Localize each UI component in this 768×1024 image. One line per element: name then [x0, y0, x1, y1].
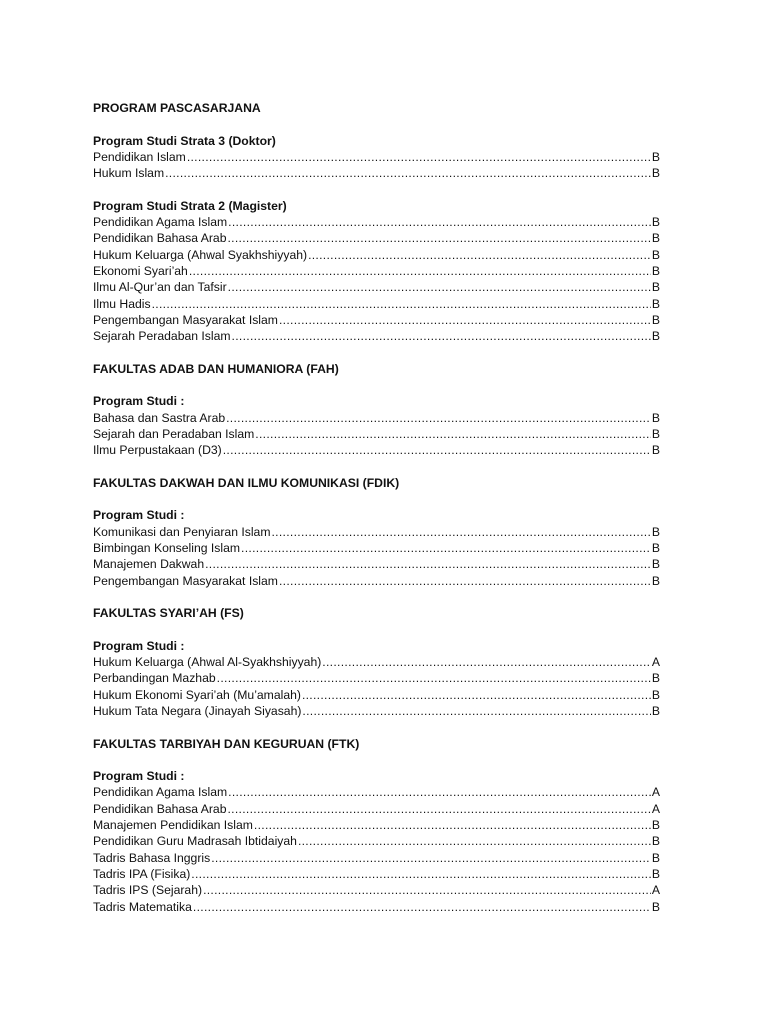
- spacer: [93, 344, 660, 360]
- program-name: Bimbingan Konseling Islam: [93, 541, 241, 556]
- accreditation-grade: B: [651, 899, 660, 914]
- dot-leader: [255, 426, 651, 442]
- dot-leader: [152, 296, 651, 312]
- accreditation-grade: B: [651, 671, 660, 686]
- accreditation-grade: B: [651, 312, 660, 327]
- sections-container: [93, 133, 660, 915]
- program-entry: [93, 670, 660, 686]
- program-name: Hukum Keluarga (Ahwal Al-Syakhshiyyah): [93, 655, 322, 670]
- program-entry: [93, 328, 660, 344]
- spacer: [93, 116, 660, 132]
- program-entry: [93, 426, 660, 442]
- accreditation-grade: B: [651, 280, 660, 295]
- program-entry: [93, 899, 660, 915]
- program-entry: [93, 654, 660, 670]
- program-name: Bahasa dan Sastra Arab: [93, 410, 226, 425]
- document-page: [93, 100, 660, 915]
- dot-leader: [228, 279, 651, 295]
- spacer: [93, 491, 660, 507]
- program-name: Pengembangan Masyarakat Islam: [93, 312, 278, 327]
- accreditation-grade: B: [651, 541, 660, 556]
- program-name: Tadris Bahasa Inggris: [93, 850, 211, 865]
- accreditation-grade: B: [651, 557, 660, 572]
- dot-leader: [279, 573, 651, 589]
- dot-leader: [308, 247, 651, 263]
- accreditation-grade: B: [651, 573, 660, 588]
- program-entry: [93, 296, 660, 312]
- faculty-heading: FAKULTAS DAKWAH DAN ILMU KOMUNIKASI (FDIK): [93, 475, 400, 490]
- program-entry: [93, 165, 660, 181]
- program-entry: [93, 279, 660, 295]
- accreditation-grade: B: [651, 215, 660, 230]
- accreditation-grade: B: [651, 247, 660, 262]
- program-name: Sejarah dan Peradaban Islam: [93, 426, 255, 441]
- program-name: Pendidikan Bahasa Arab: [93, 801, 227, 816]
- program-name: Hukum Tata Negara (Jinayah Siyasah): [93, 703, 302, 718]
- accreditation-grade: B: [651, 834, 660, 849]
- dot-leader: [191, 866, 651, 882]
- program-entry: [93, 882, 660, 898]
- program-entry: [93, 687, 660, 703]
- accreditation-grade: B: [651, 149, 660, 164]
- dot-leader: [228, 784, 651, 800]
- spacer: [93, 459, 660, 475]
- dot-leader: [228, 230, 651, 246]
- program-entry: [93, 801, 660, 817]
- program-entry: [93, 817, 660, 833]
- spacer: [93, 181, 660, 197]
- program-subheading: Program Studi :: [93, 394, 185, 409]
- program-subheading: Program Studi :: [93, 769, 185, 784]
- program-entry: [93, 312, 660, 328]
- program-name: Ilmu Al-Qur’an dan Tafsir: [93, 280, 227, 295]
- program-name: Ekonomi Syari’ah: [93, 263, 188, 278]
- program-name: Pendidikan Agama Islam: [93, 785, 228, 800]
- program-name: Pendidikan Islam: [93, 149, 186, 164]
- dot-leader: [217, 670, 651, 686]
- program-name: Pendidikan Agama Islam: [93, 215, 228, 230]
- program-subheading: Program Studi Strata 2 (Magister): [93, 198, 287, 213]
- program-name: Tadris IPS (Sejarah): [93, 883, 203, 898]
- accreditation-grade: B: [651, 687, 660, 702]
- accreditation-grade: A: [651, 655, 660, 670]
- program-name: Hukum Islam: [93, 166, 165, 181]
- accreditation-grade: A: [651, 801, 660, 816]
- accreditation-grade: B: [651, 166, 660, 181]
- accreditation-grade: B: [651, 443, 660, 458]
- program-entry: [93, 850, 660, 866]
- program-entry: [93, 703, 660, 719]
- dot-leader: [211, 850, 651, 866]
- spacer: [93, 752, 660, 768]
- accreditation-grade: B: [651, 410, 660, 425]
- dot-leader: [302, 687, 651, 703]
- program-name: Tadris Matematika: [93, 899, 192, 914]
- accreditation-grade: B: [651, 231, 660, 246]
- dot-leader: [279, 312, 651, 328]
- program-entry: [93, 784, 660, 800]
- program-name: Sejarah Peradaban Islam: [93, 329, 231, 344]
- program-entry: [93, 866, 660, 882]
- accreditation-grade: B: [651, 818, 660, 833]
- accreditation-grade: B: [651, 263, 660, 278]
- program-entry: [93, 540, 660, 556]
- spacer: [93, 589, 660, 605]
- dot-leader: [298, 833, 651, 849]
- program-entry: [93, 833, 660, 849]
- program-entry: [93, 263, 660, 279]
- document-title: PROGRAM PASCASARJANA: [93, 101, 261, 115]
- spacer: [93, 719, 660, 735]
- dot-leader: [232, 328, 651, 344]
- dot-leader: [226, 410, 651, 426]
- program-name: Perbandingan Mazhab: [93, 671, 216, 686]
- program-entry: [93, 524, 660, 540]
- program-name: Pendidikan Guru Madrasah Ibtidaiyah: [93, 834, 297, 849]
- dot-leader: [205, 556, 651, 572]
- dot-leader: [228, 801, 651, 817]
- dot-leader: [272, 524, 651, 540]
- program-entry: [93, 149, 660, 165]
- program-entry: [93, 247, 660, 263]
- dot-leader: [322, 654, 651, 670]
- spacer: [93, 377, 660, 393]
- accreditation-grade: A: [651, 785, 660, 800]
- program-entry: [93, 442, 660, 458]
- program-name: Tadris IPA (Fisika): [93, 866, 191, 881]
- dot-leader: [223, 442, 651, 458]
- program-name: Ilmu Perpustakaan (D3): [93, 443, 222, 458]
- dot-leader: [302, 703, 650, 719]
- dot-leader: [165, 165, 651, 181]
- accreditation-grade: B: [651, 426, 660, 441]
- program-entry: [93, 410, 660, 426]
- program-name: Hukum Ekonomi Syari’ah (Mu’amalah): [93, 687, 301, 702]
- dot-leader: [193, 899, 651, 915]
- program-name: Komunikasi dan Penyiaran Islam: [93, 524, 271, 539]
- accreditation-grade: A: [651, 883, 660, 898]
- dot-leader: [187, 149, 651, 165]
- accreditation-grade: B: [651, 524, 660, 539]
- faculty-heading: FAKULTAS TARBIYAH DAN KEGURUAN (FTK): [93, 736, 360, 751]
- program-entry: [93, 214, 660, 230]
- program-entry: [93, 573, 660, 589]
- dot-leader: [241, 540, 651, 556]
- program-name: Pendidikan Bahasa Arab: [93, 231, 227, 246]
- faculty-heading: FAKULTAS SYARI’AH (FS): [93, 606, 244, 621]
- accreditation-grade: B: [651, 703, 660, 718]
- program-entry: [93, 230, 660, 246]
- program-name: Ilmu Hadis: [93, 296, 151, 311]
- program-subheading: Program Studi :: [93, 638, 185, 653]
- accreditation-grade: B: [651, 329, 660, 344]
- dot-leader: [189, 263, 651, 279]
- dot-leader: [203, 882, 651, 898]
- program-name: Manajemen Dakwah: [93, 557, 205, 572]
- dot-leader: [254, 817, 651, 833]
- accreditation-grade: B: [651, 296, 660, 311]
- accreditation-grade: B: [651, 850, 660, 865]
- program-entry: [93, 556, 660, 572]
- spacer: [93, 622, 660, 638]
- program-name: Pengembangan Masyarakat Islam: [93, 573, 278, 588]
- program-name: Manajemen Pendidikan Islam: [93, 818, 253, 833]
- program-name: Hukum Keluarga (Ahwal Syakhshiyyah): [93, 247, 308, 262]
- program-subheading: Program Studi Strata 3 (Doktor): [93, 133, 276, 148]
- program-subheading: Program Studi :: [93, 508, 185, 523]
- accreditation-grade: B: [651, 866, 660, 881]
- faculty-heading: FAKULTAS ADAB DAN HUMANIORA (FAH): [93, 361, 339, 376]
- dot-leader: [228, 214, 651, 230]
